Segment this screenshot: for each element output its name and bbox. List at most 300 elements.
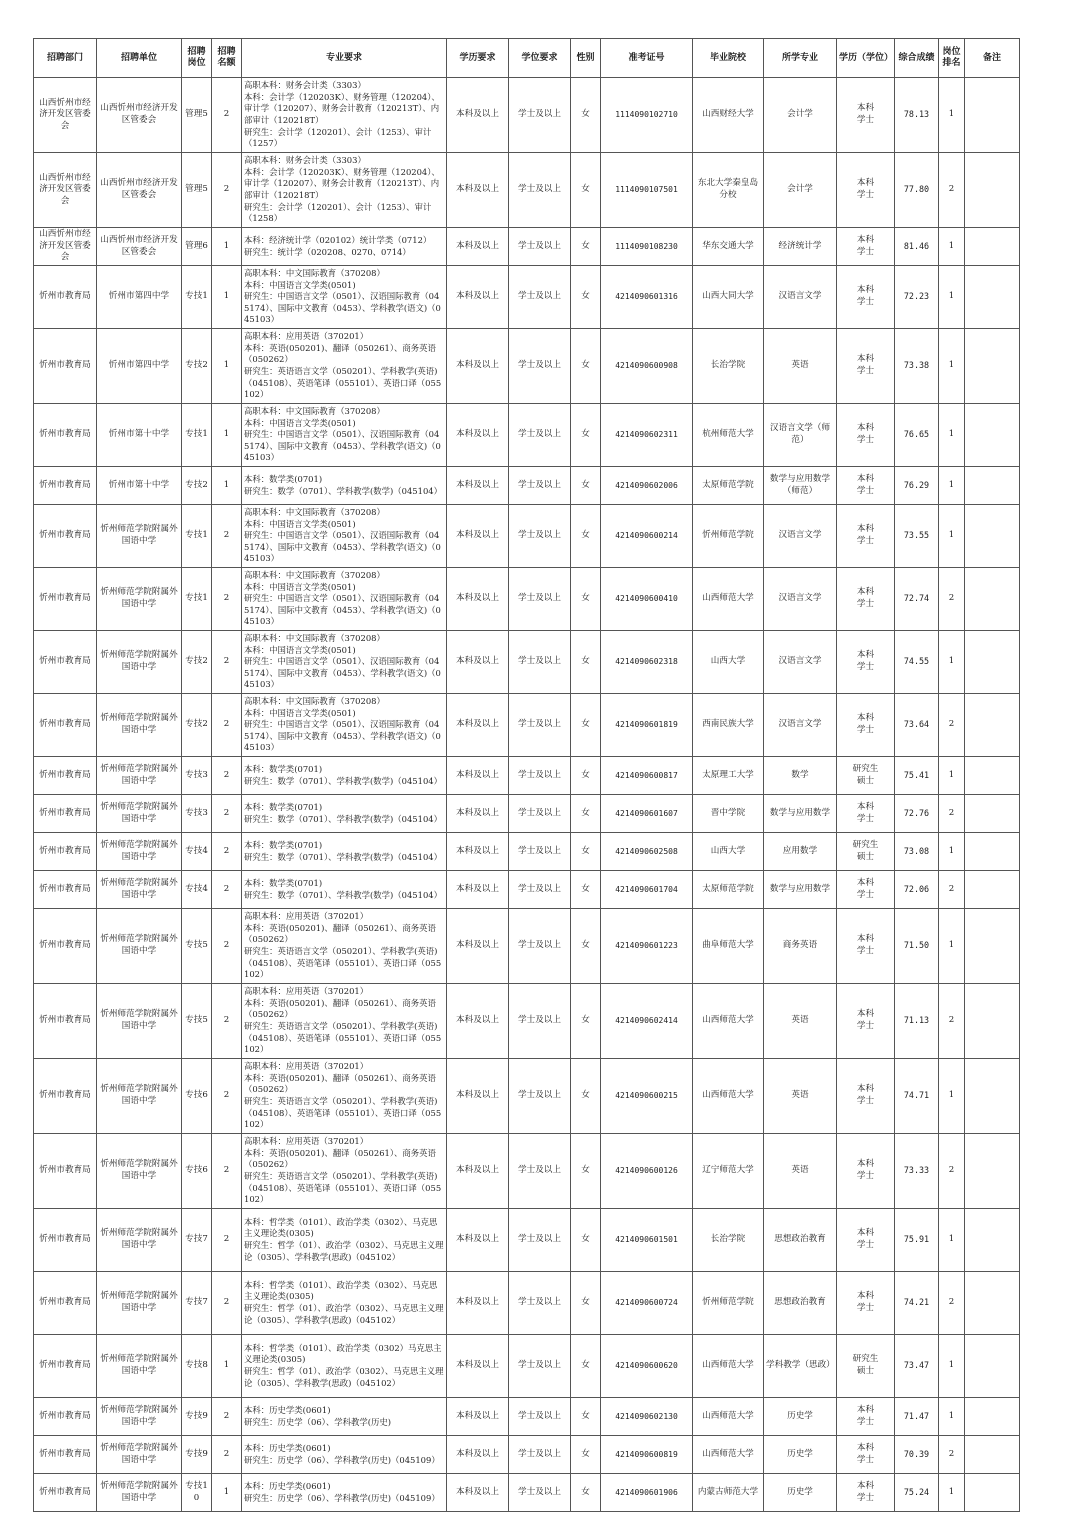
requirement-cell: 本科：经济统计学（020102）统计学类（0712） 研究生：统计学（020208、0270、0714） <box>242 228 447 266</box>
remark-cell <box>965 467 1020 505</box>
degree-cell: 学士及以上 <box>509 1398 571 1436</box>
school-cell: 忻州师范学院 <box>693 1272 764 1335</box>
exam-id-cell: 4214090600817 <box>601 757 693 795</box>
quota-cell: 2 <box>212 1059 242 1134</box>
remark-cell <box>965 1272 1020 1335</box>
rank-cell: 2 <box>939 795 965 833</box>
degree-cell: 学士及以上 <box>509 1474 571 1512</box>
score-cell: 76.29 <box>895 467 939 505</box>
post-cell: 专技2 <box>182 694 212 757</box>
exam-id-cell: 4214090602318 <box>601 631 693 694</box>
education-cell: 本科及以上 <box>447 266 509 329</box>
school-cell: 山西师范大学 <box>693 1059 764 1134</box>
exam-id-cell: 4214090600620 <box>601 1335 693 1398</box>
degree-cell: 学士及以上 <box>509 467 571 505</box>
unit-cell: 忻州师范学院附属外国语中学 <box>97 909 182 984</box>
exam-id-cell: 4214090601819 <box>601 694 693 757</box>
score-cell: 73.55 <box>895 505 939 568</box>
degree-level-cell: 本科 学士 <box>837 984 895 1059</box>
education-cell: 本科及以上 <box>447 984 509 1059</box>
school-cell: 山西师范大学 <box>693 1398 764 1436</box>
exam-id-cell: 4214090600724 <box>601 1272 693 1335</box>
table-row <box>34 1209 1020 1272</box>
requirement-cell: 高职本科：应用英语（370201） 本科：英语(050201)、翻译（050261）、商务英语（050262） 研究生：英语语言文学（050201）、学科教学(英语)（045108）、英语笔译（055101）、英语口译（055102） <box>242 329 447 404</box>
education-cell: 本科及以上 <box>447 757 509 795</box>
table-row <box>34 568 1020 631</box>
remark-cell <box>965 871 1020 909</box>
dept-cell: 忻州市教育局 <box>34 984 97 1059</box>
education-cell: 本科及以上 <box>447 153 509 228</box>
requirement-cell: 高职本科：应用英语（370201） 本科：英语(050201)、翻译（050261）、商务英语（050262） 研究生：英语语言文学（050201）、学科教学(英语)（045108）、英语笔译（055101）、英语口译（055102） <box>242 1059 447 1134</box>
col-header: 学位要求 <box>509 39 571 78</box>
education-cell: 本科及以上 <box>447 1436 509 1474</box>
table-row <box>34 1335 1020 1398</box>
education-cell: 本科及以上 <box>447 467 509 505</box>
requirement-cell: 本科：历史学类(0601) 研究生：历史学（06）、学科教学(历史)（045109） <box>242 1436 447 1474</box>
unit-cell: 忻州师范学院附属外国语中学 <box>97 833 182 871</box>
exam-id-cell: 1114090102710 <box>601 78 693 153</box>
rank-cell: 1 <box>939 505 965 568</box>
score-cell: 73.64 <box>895 694 939 757</box>
education-cell: 本科及以上 <box>447 1398 509 1436</box>
school-cell: 东北大学秦皇岛分校 <box>693 153 764 228</box>
gender-cell: 女 <box>571 984 601 1059</box>
post-cell: 专技4 <box>182 871 212 909</box>
education-cell: 本科及以上 <box>447 1335 509 1398</box>
major-cell: 汉语言文学（师范） <box>764 404 837 467</box>
unit-cell: 忻州师范学院附属外国语中学 <box>97 568 182 631</box>
remark-cell <box>965 228 1020 266</box>
exam-id-cell: 4214090601607 <box>601 795 693 833</box>
quota-cell: 2 <box>212 631 242 694</box>
education-cell: 本科及以上 <box>447 1474 509 1512</box>
education-cell: 本科及以上 <box>447 1134 509 1209</box>
school-cell: 山西师范大学 <box>693 1335 764 1398</box>
degree-level-cell: 研究生 硕士 <box>837 1335 895 1398</box>
gender-cell: 女 <box>571 1059 601 1134</box>
post-cell: 专技6 <box>182 1059 212 1134</box>
degree-cell: 学士及以上 <box>509 1059 571 1134</box>
education-cell: 本科及以上 <box>447 1059 509 1134</box>
education-cell: 本科及以上 <box>447 694 509 757</box>
major-cell: 经济统计学 <box>764 228 837 266</box>
major-cell: 英语 <box>764 329 837 404</box>
unit-cell: 忻州师范学院附属外国语中学 <box>97 694 182 757</box>
rank-cell: 1 <box>939 228 965 266</box>
remark-cell <box>965 694 1020 757</box>
dept-cell: 忻州市教育局 <box>34 833 97 871</box>
unit-cell: 忻州师范学院附属外国语中学 <box>97 631 182 694</box>
dept-cell: 山西忻州市经济开发区管委会 <box>34 78 97 153</box>
degree-level-cell: 本科 学士 <box>837 1059 895 1134</box>
rank-cell: 1 <box>939 1398 965 1436</box>
major-cell: 会计学 <box>764 78 837 153</box>
remark-cell <box>965 1398 1020 1436</box>
school-cell: 长治学院 <box>693 329 764 404</box>
exam-id-cell: 4214090601704 <box>601 871 693 909</box>
degree-cell: 学士及以上 <box>509 871 571 909</box>
school-cell: 晋中学院 <box>693 795 764 833</box>
dept-cell: 忻州市教育局 <box>34 568 97 631</box>
table-row <box>34 1474 1020 1512</box>
exam-id-cell: 1114090107501 <box>601 153 693 228</box>
col-header: 招聘单位 <box>97 39 182 78</box>
quota-cell: 2 <box>212 1209 242 1272</box>
rank-cell: 1 <box>939 1335 965 1398</box>
requirement-cell: 本科：哲学类（0101）、政治学类（0302）马克思主义理论类(0305) 研究生：哲学（01）、政治学（0302）、马克思主义理论（0305）、学科教学(思政)（045102） <box>242 1335 447 1398</box>
table-row <box>34 1398 1020 1436</box>
table-body <box>34 78 1020 1512</box>
school-cell: 忻州师范学院 <box>693 505 764 568</box>
table-row <box>34 833 1020 871</box>
education-cell: 本科及以上 <box>447 228 509 266</box>
degree-level-cell: 本科 学士 <box>837 1398 895 1436</box>
dept-cell: 忻州市教育局 <box>34 266 97 329</box>
education-cell: 本科及以上 <box>447 404 509 467</box>
major-cell: 汉语言文学 <box>764 631 837 694</box>
education-cell: 本科及以上 <box>447 631 509 694</box>
dept-cell: 山西忻州市经济开发区管委会 <box>34 153 97 228</box>
rank-cell: 1 <box>939 909 965 984</box>
dept-cell: 忻州市教育局 <box>34 1474 97 1512</box>
table-row <box>34 404 1020 467</box>
major-cell: 学科教学（思政） <box>764 1335 837 1398</box>
gender-cell: 女 <box>571 795 601 833</box>
quota-cell: 2 <box>212 694 242 757</box>
post-cell: 专技6 <box>182 1134 212 1209</box>
requirement-cell: 高职本科：中文国际教育（370208） 本科：中国语言文学类(0501) 研究生：中国语言文学（0501）、汉语国际教育（045174）、国际中文教育（0453）、学科教学(语文)（045103） <box>242 568 447 631</box>
degree-level-cell: 本科 学士 <box>837 909 895 984</box>
education-cell: 本科及以上 <box>447 871 509 909</box>
dept-cell: 忻州市教育局 <box>34 1059 97 1134</box>
education-cell: 本科及以上 <box>447 909 509 984</box>
col-header: 招聘部门 <box>34 39 97 78</box>
degree-cell: 学士及以上 <box>509 568 571 631</box>
requirement-cell: 高职本科：中文国际教育（370208） 本科：中国语言文学类(0501) 研究生：中国语言文学（0501）、汉语国际教育（045174）、国际中文教育（0453）、学科教学(语文)（045103） <box>242 694 447 757</box>
gender-cell: 女 <box>571 568 601 631</box>
col-header: 毕业院校 <box>693 39 764 78</box>
post-cell: 专技5 <box>182 909 212 984</box>
remark-cell <box>965 1134 1020 1209</box>
quota-cell: 2 <box>212 1134 242 1209</box>
major-cell: 会计学 <box>764 153 837 228</box>
gender-cell: 女 <box>571 1272 601 1335</box>
post-cell: 专技4 <box>182 833 212 871</box>
degree-level-cell: 本科 学士 <box>837 871 895 909</box>
exam-id-cell: 4214090600126 <box>601 1134 693 1209</box>
major-cell: 汉语言文学 <box>764 266 837 329</box>
remark-cell <box>965 404 1020 467</box>
table-row <box>34 266 1020 329</box>
degree-level-cell: 本科 学士 <box>837 228 895 266</box>
remark-cell <box>965 568 1020 631</box>
table-row <box>34 329 1020 404</box>
header-row <box>34 39 1020 78</box>
unit-cell: 忻州市第十中学 <box>97 467 182 505</box>
score-cell: 74.21 <box>895 1272 939 1335</box>
requirement-cell: 本科：数学类(0701) 研究生：数学（0701）、学科教学(数学)（045104） <box>242 467 447 505</box>
dept-cell: 忻州市教育局 <box>34 467 97 505</box>
education-cell: 本科及以上 <box>447 833 509 871</box>
degree-cell: 学士及以上 <box>509 795 571 833</box>
score-cell: 74.55 <box>895 631 939 694</box>
degree-cell: 学士及以上 <box>509 631 571 694</box>
col-header: 岗位排名 <box>939 39 965 78</box>
dept-cell: 忻州市教育局 <box>34 795 97 833</box>
rank-cell: 1 <box>939 631 965 694</box>
dept-cell: 忻州市教育局 <box>34 1272 97 1335</box>
degree-cell: 学士及以上 <box>509 228 571 266</box>
education-cell: 本科及以上 <box>447 329 509 404</box>
table-row <box>34 871 1020 909</box>
dept-cell: 忻州市教育局 <box>34 757 97 795</box>
gender-cell: 女 <box>571 153 601 228</box>
degree-level-cell: 本科 学士 <box>837 266 895 329</box>
gender-cell: 女 <box>571 404 601 467</box>
school-cell: 山西师范大学 <box>693 984 764 1059</box>
requirement-cell: 本科：数学类(0701) 研究生：数学（0701）、学科教学(数学)（045104） <box>242 795 447 833</box>
dept-cell: 忻州市教育局 <box>34 1134 97 1209</box>
degree-level-cell: 本科 学士 <box>837 1474 895 1512</box>
gender-cell: 女 <box>571 1335 601 1398</box>
exam-id-cell: 4214090601501 <box>601 1209 693 1272</box>
col-header: 学历（学位） <box>837 39 895 78</box>
score-cell: 73.38 <box>895 329 939 404</box>
gender-cell: 女 <box>571 266 601 329</box>
degree-level-cell: 本科 学士 <box>837 467 895 505</box>
rank-cell: 2 <box>939 153 965 228</box>
major-cell: 英语 <box>764 1059 837 1134</box>
gender-cell: 女 <box>571 1436 601 1474</box>
degree-level-cell: 本科 学士 <box>837 568 895 631</box>
education-cell: 本科及以上 <box>447 795 509 833</box>
remark-cell <box>965 329 1020 404</box>
degree-cell: 学士及以上 <box>509 1272 571 1335</box>
post-cell: 专技2 <box>182 329 212 404</box>
degree-cell: 学士及以上 <box>509 1209 571 1272</box>
degree-level-cell: 本科 学士 <box>837 1436 895 1474</box>
degree-cell: 学士及以上 <box>509 78 571 153</box>
requirement-cell: 本科：历史学类(0601) 研究生：历史学（06）、学科教学(历史) <box>242 1398 447 1436</box>
table-row <box>34 795 1020 833</box>
unit-cell: 忻州师范学院附属外国语中学 <box>97 1436 182 1474</box>
score-cell: 73.47 <box>895 1335 939 1398</box>
unit-cell: 山西忻州市经济开发区管委会 <box>97 153 182 228</box>
major-cell: 汉语言文学 <box>764 568 837 631</box>
unit-cell: 忻州师范学院附属外国语中学 <box>97 1335 182 1398</box>
quota-cell: 2 <box>212 833 242 871</box>
degree-cell: 学士及以上 <box>509 153 571 228</box>
requirement-cell: 本科：数学类(0701) 研究生：数学（0701）、学科教学(数学)（045104） <box>242 757 447 795</box>
post-cell: 专技1 <box>182 505 212 568</box>
gender-cell: 女 <box>571 1474 601 1512</box>
quota-cell: 1 <box>212 1335 242 1398</box>
rank-cell: 1 <box>939 404 965 467</box>
requirement-cell: 本科：历史学类(0601) 研究生：历史学（06）、学科教学(历史)（045109） <box>242 1474 447 1512</box>
major-cell: 英语 <box>764 1134 837 1209</box>
remark-cell <box>965 78 1020 153</box>
post-cell: 专技3 <box>182 795 212 833</box>
school-cell: 太原理工大学 <box>693 757 764 795</box>
unit-cell: 山西忻州市经济开发区管委会 <box>97 228 182 266</box>
col-header: 学历要求 <box>447 39 509 78</box>
rank-cell: 1 <box>939 1474 965 1512</box>
remark-cell <box>965 795 1020 833</box>
post-cell: 专技3 <box>182 757 212 795</box>
dept-cell: 忻州市教育局 <box>34 1398 97 1436</box>
quota-cell: 2 <box>212 757 242 795</box>
rank-cell: 1 <box>939 1059 965 1134</box>
exam-id-cell: 1114090108230 <box>601 228 693 266</box>
degree-cell: 学士及以上 <box>509 1335 571 1398</box>
exam-id-cell: 4214090600908 <box>601 329 693 404</box>
degree-level-cell: 本科 学士 <box>837 795 895 833</box>
dept-cell: 忻州市教育局 <box>34 404 97 467</box>
school-cell: 太原师范学院 <box>693 467 764 505</box>
remark-cell <box>965 631 1020 694</box>
degree-level-cell: 本科 学士 <box>837 631 895 694</box>
rank-cell: 1 <box>939 833 965 871</box>
requirement-cell: 高职本科：应用英语（370201） 本科：英语(050201)、翻译（050261）、商务英语（050262） 研究生：英语语言文学（050201）、学科教学(英语)（045108）、英语笔译（055101）、英语口译（055102） <box>242 1134 447 1209</box>
rank-cell: 2 <box>939 1134 965 1209</box>
gender-cell: 女 <box>571 467 601 505</box>
col-header: 准考证号 <box>601 39 693 78</box>
degree-cell: 学士及以上 <box>509 404 571 467</box>
major-cell: 英语 <box>764 984 837 1059</box>
school-cell: 华东交通大学 <box>693 228 764 266</box>
col-header: 综合成绩 <box>895 39 939 78</box>
score-cell: 71.47 <box>895 1398 939 1436</box>
post-cell: 专技5 <box>182 984 212 1059</box>
rank-cell: 1 <box>939 329 965 404</box>
remark-cell <box>965 833 1020 871</box>
post-cell: 专技7 <box>182 1272 212 1335</box>
quota-cell: 2 <box>212 909 242 984</box>
quota-cell: 2 <box>212 1398 242 1436</box>
quota-cell: 2 <box>212 984 242 1059</box>
requirement-cell: 高职本科：中文国际教育（370208） 本科：中国语言文学类(0501) 研究生：中国语言文学（0501）、汉语国际教育（045174）、国际中文教育（0453）、学科教学(语文)（045103） <box>242 266 447 329</box>
requirement-cell: 高职本科：中文国际教育（370208） 本科：中国语言文学类(0501) 研究生：中国语言文学（0501）、汉语国际教育（045174）、国际中文教育（0453）、学科教学(语文)（045103） <box>242 404 447 467</box>
degree-level-cell: 本科 学士 <box>837 505 895 568</box>
post-cell: 管理6 <box>182 228 212 266</box>
exam-id-cell: 4214090600215 <box>601 1059 693 1134</box>
score-cell: 81.46 <box>895 228 939 266</box>
degree-cell: 学士及以上 <box>509 329 571 404</box>
score-cell: 75.24 <box>895 1474 939 1512</box>
rank-cell: 1 <box>939 1209 965 1272</box>
major-cell: 思想政治教育 <box>764 1209 837 1272</box>
gender-cell: 女 <box>571 694 601 757</box>
results-table <box>33 38 1020 1512</box>
degree-cell: 学士及以上 <box>509 1134 571 1209</box>
remark-cell <box>965 1335 1020 1398</box>
unit-cell: 忻州师范学院附属外国语中学 <box>97 1474 182 1512</box>
major-cell: 数学与应用数学 <box>764 795 837 833</box>
post-cell: 专技1 <box>182 568 212 631</box>
school-cell: 山西大同大学 <box>693 266 764 329</box>
requirement-cell: 高职本科：财务会计类（3303） 本科：会计学（120203K）、财务管理（120204）、审计学（120207）、财务会计教育（120213T）、内部审计（120218T） 研究生：会计学（120201）、会计（1253）、审计（1257） <box>242 78 447 153</box>
gender-cell: 女 <box>571 228 601 266</box>
col-header: 备注 <box>965 39 1020 78</box>
unit-cell: 忻州师范学院附属外国语中学 <box>97 1209 182 1272</box>
school-cell: 杭州师范大学 <box>693 404 764 467</box>
major-cell: 历史学 <box>764 1398 837 1436</box>
major-cell: 商务英语 <box>764 909 837 984</box>
quota-cell: 1 <box>212 467 242 505</box>
gender-cell: 女 <box>571 909 601 984</box>
rank-cell: 2 <box>939 694 965 757</box>
unit-cell: 忻州师范学院附属外国语中学 <box>97 984 182 1059</box>
gender-cell: 女 <box>571 329 601 404</box>
col-header: 招聘名额 <box>212 39 242 78</box>
education-cell: 本科及以上 <box>447 78 509 153</box>
major-cell: 思想政治教育 <box>764 1272 837 1335</box>
gender-cell: 女 <box>571 631 601 694</box>
col-header: 所学专业 <box>764 39 837 78</box>
dept-cell: 山西忻州市经济开发区管委会 <box>34 228 97 266</box>
score-cell: 72.74 <box>895 568 939 631</box>
unit-cell: 忻州师范学院附属外国语中学 <box>97 1059 182 1134</box>
degree-level-cell: 本科 学士 <box>837 404 895 467</box>
table-row <box>34 467 1020 505</box>
post-cell: 专技10 <box>182 1474 212 1512</box>
post-cell: 管理5 <box>182 78 212 153</box>
degree-cell: 学士及以上 <box>509 909 571 984</box>
score-cell: 73.33 <box>895 1134 939 1209</box>
gender-cell: 女 <box>571 78 601 153</box>
col-header: 性别 <box>571 39 601 78</box>
dept-cell: 忻州市教育局 <box>34 1209 97 1272</box>
score-cell: 71.13 <box>895 984 939 1059</box>
remark-cell <box>965 1209 1020 1272</box>
school-cell: 山西财经大学 <box>693 78 764 153</box>
score-cell: 73.08 <box>895 833 939 871</box>
remark-cell <box>965 909 1020 984</box>
remark-cell <box>965 1474 1020 1512</box>
requirement-cell: 高职本科：中文国际教育（370208） 本科：中国语言文学类(0501) 研究生：中国语言文学（0501）、汉语国际教育（045174）、国际中文教育（0453）、学科教学(语文)（045103） <box>242 631 447 694</box>
exam-id-cell: 4214090601906 <box>601 1474 693 1512</box>
major-cell: 历史学 <box>764 1474 837 1512</box>
table-row <box>34 153 1020 228</box>
exam-id-cell: 4214090602508 <box>601 833 693 871</box>
document-page <box>33 38 1019 1512</box>
quota-cell: 2 <box>212 1436 242 1474</box>
table-row <box>34 1436 1020 1474</box>
quota-cell: 1 <box>212 404 242 467</box>
score-cell: 70.39 <box>895 1436 939 1474</box>
table-row <box>34 505 1020 568</box>
dept-cell: 忻州市教育局 <box>34 909 97 984</box>
quota-cell: 2 <box>212 568 242 631</box>
table-row <box>34 694 1020 757</box>
unit-cell: 忻州师范学院附属外国语中学 <box>97 505 182 568</box>
table-row <box>34 757 1020 795</box>
post-cell: 专技7 <box>182 1209 212 1272</box>
degree-level-cell: 本科 学士 <box>837 1209 895 1272</box>
post-cell: 专技2 <box>182 467 212 505</box>
post-cell: 专技1 <box>182 266 212 329</box>
score-cell: 75.41 <box>895 757 939 795</box>
degree-cell: 学士及以上 <box>509 833 571 871</box>
gender-cell: 女 <box>571 1134 601 1209</box>
exam-id-cell: 4214090600214 <box>601 505 693 568</box>
exam-id-cell: 4214090601223 <box>601 909 693 984</box>
gender-cell: 女 <box>571 833 601 871</box>
school-cell: 山西师范大学 <box>693 568 764 631</box>
major-cell: 数学 <box>764 757 837 795</box>
unit-cell: 忻州市第十中学 <box>97 404 182 467</box>
post-cell: 专技9 <box>182 1398 212 1436</box>
